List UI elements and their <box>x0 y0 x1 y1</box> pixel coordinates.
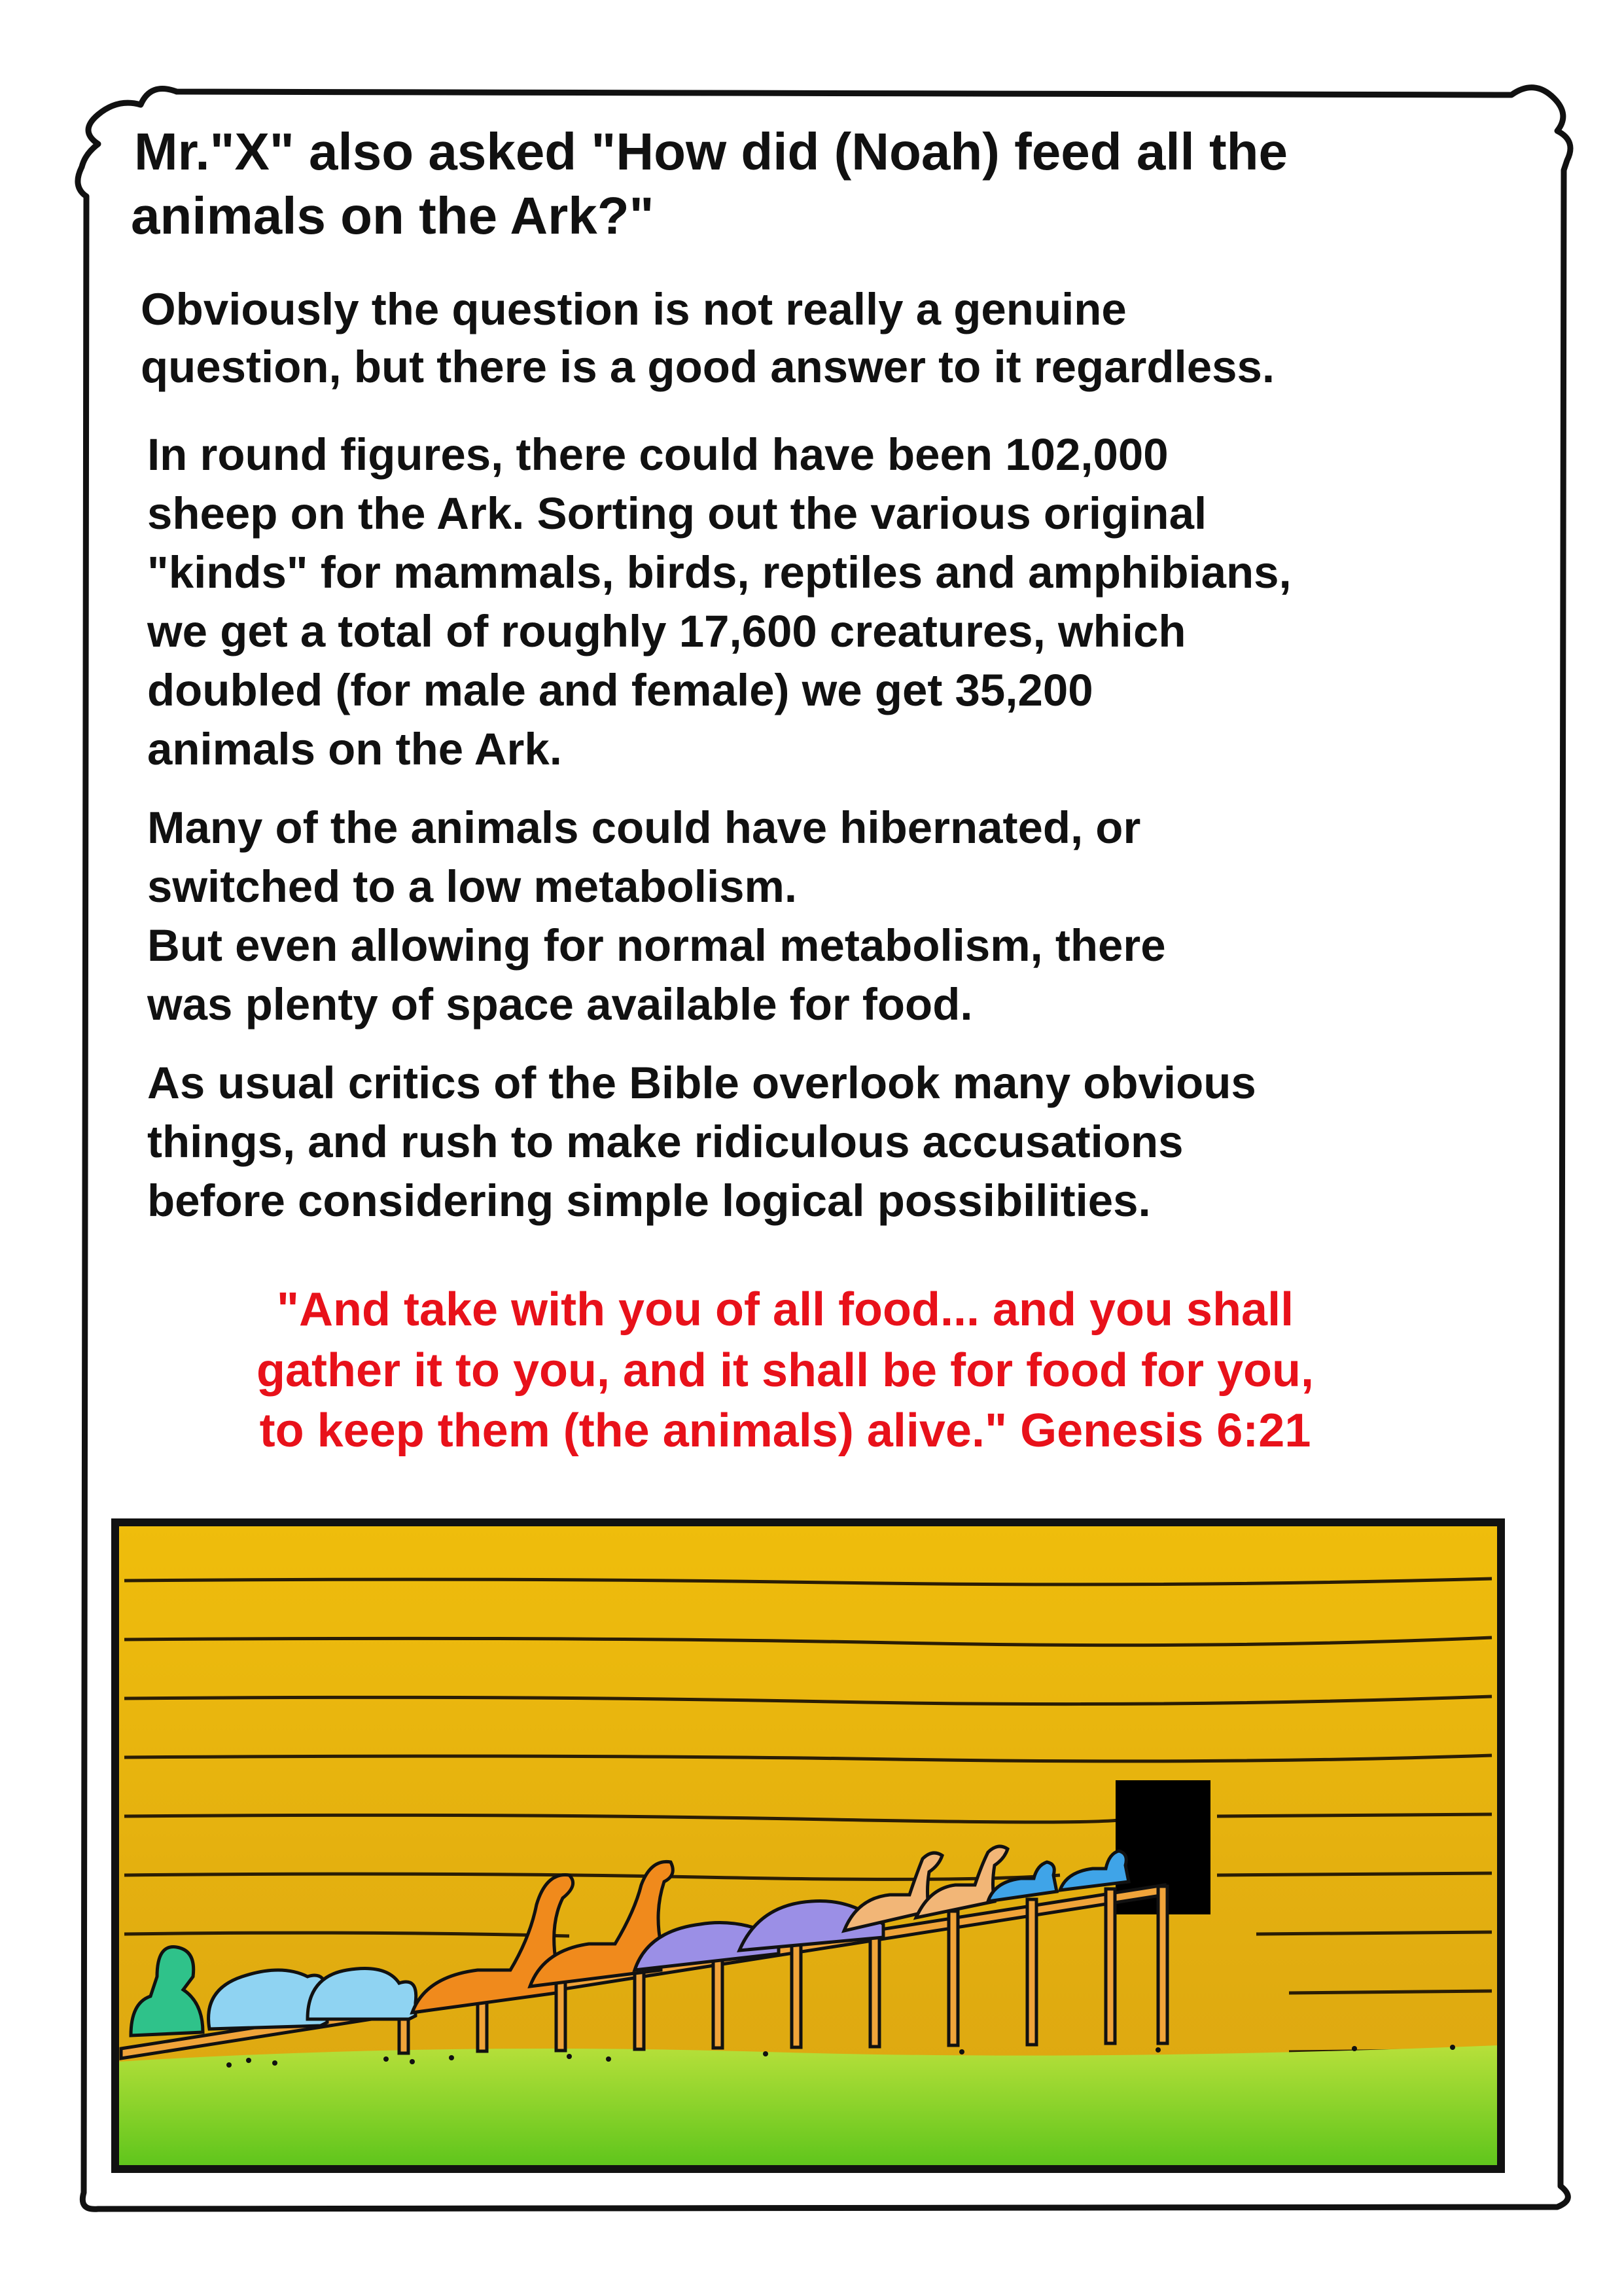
paragraph-2-line-3: "kinds" for mammals, birds, reptiles and amphibians, <box>147 547 1292 598</box>
paragraph-4-line-2: things, and rush to make ridiculous accusations <box>147 1117 1184 1167</box>
paragraph-2-line-4: we get a total of roughly 17,600 creatures, which <box>147 606 1186 656</box>
paragraph-3-line-1: Many of the animals could have hibernated, or <box>147 802 1141 853</box>
paragraph-4-line-3: before considering simple logical possibilities. <box>147 1175 1151 1226</box>
paragraph-2-line-5: doubled (for male and female) we get 35,200 <box>147 665 1093 715</box>
grass <box>118 2045 1498 2166</box>
paragraph-3-line-2: switched to a low metabolism. <box>147 861 798 912</box>
paragraph-2-line-6: animals on the Ark. <box>147 724 562 774</box>
ark-illustration <box>111 1518 1505 2173</box>
page-title-line-1: Mr."X" also asked "How did (Noah) feed all the <box>134 122 1288 181</box>
verse-line-1: "And take with you of all food... and you shall <box>276 1283 1294 1336</box>
paragraph-1-line-2: question, but there is a good answer to it regardless. <box>141 342 1275 392</box>
paragraph-1-line-1: Obviously the question is not really a genuine <box>141 284 1127 334</box>
paragraph-3-line-4: was plenty of space available for food. <box>147 979 973 1030</box>
page-title-line-2: animals on the Ark?" <box>131 187 654 245</box>
verse-line-3: to keep them (the animals) alive." Genesis 6:21 <box>259 1405 1311 1457</box>
paragraph-4-line-1: As usual critics of the Bible overlook many obvious <box>147 1058 1256 1108</box>
verse-line-2: gather it to you, and it shall be for food for you, <box>256 1344 1314 1397</box>
paragraph-2-line-2: sheep on the Ark. Sorting out the various original <box>147 488 1207 539</box>
paragraph-3-line-3: But even allowing for normal metabolism, there <box>147 920 1166 971</box>
paragraph-2-line-1: In round figures, there could have been 102,000 <box>147 429 1169 480</box>
